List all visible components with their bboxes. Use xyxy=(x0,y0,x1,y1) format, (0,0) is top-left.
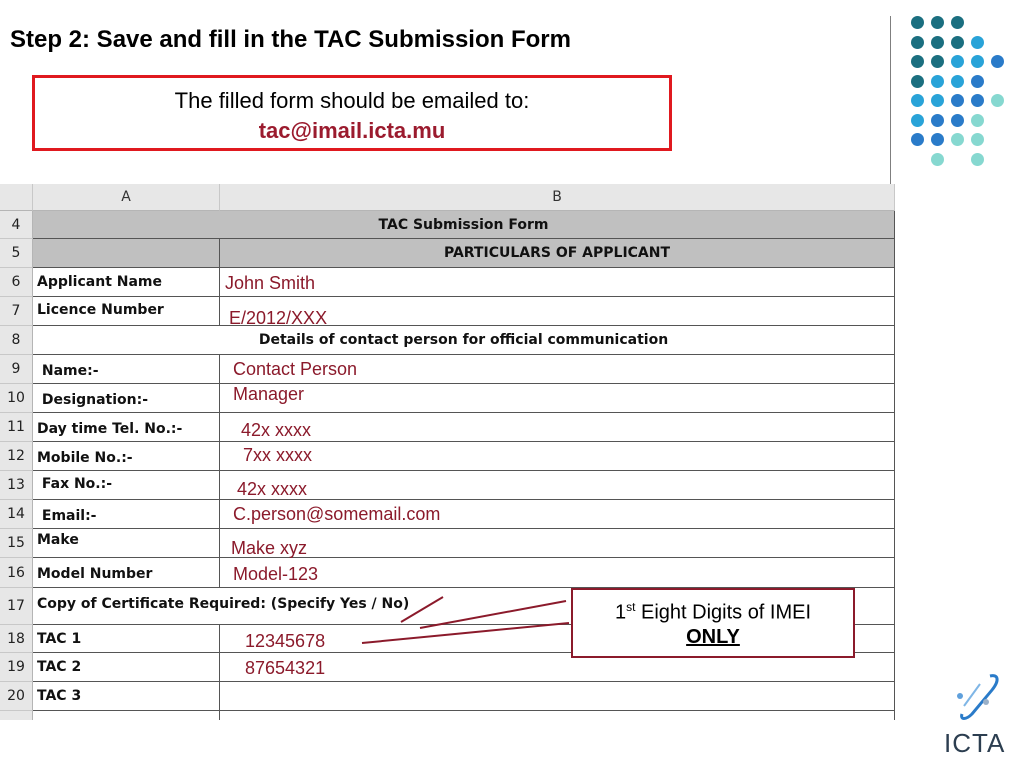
filled-email: C.person@somemail.com xyxy=(233,504,441,524)
form-title-cell[interactable]: TAC Submission Form xyxy=(33,211,895,239)
filled-make: Make xyz xyxy=(231,538,308,558)
row-number[interactable]: 16 xyxy=(0,558,33,588)
row-number[interactable]: 9 xyxy=(0,355,33,384)
email-address: tac@imail.icta.mu xyxy=(258,118,446,143)
row-number[interactable]: 7 xyxy=(0,297,33,326)
row-number[interactable]: 13 xyxy=(0,471,33,500)
column-header-a[interactable]: A xyxy=(33,184,220,211)
column-header-b[interactable]: B xyxy=(220,184,895,211)
label-licence-number[interactable]: Licence Number xyxy=(33,297,220,326)
row-number[interactable]: 20 xyxy=(0,682,33,711)
row-number[interactable]: 19 xyxy=(0,653,33,682)
row-number[interactable]: 5 xyxy=(0,239,33,268)
label-model-number[interactable]: Model Number xyxy=(33,558,220,588)
label-contact-name[interactable]: Name:- xyxy=(33,355,220,384)
label-daytime-tel[interactable]: Day time Tel. No.:- xyxy=(33,413,220,442)
pointer-line-certificate xyxy=(420,601,566,628)
filled-mobile: 7xx xxxx xyxy=(243,445,313,465)
section-header-contact[interactable]: Details of contact person for official communication xyxy=(33,326,895,355)
imei-callout-text: 1st Eight Digits of IMEI xyxy=(614,600,812,624)
label-applicant-name[interactable]: Applicant Name xyxy=(33,268,220,297)
filled-fax: 42x xxxx xyxy=(237,479,308,499)
label-designation[interactable]: Designation:- xyxy=(33,384,220,413)
icta-logo-text: ICTA xyxy=(944,728,1006,758)
imei-callout-emphasis: ONLY xyxy=(686,626,740,648)
filled-licence-number: E/2012/XXX xyxy=(229,308,328,328)
row-number[interactable]: 15 xyxy=(0,529,33,558)
filled-daytime-tel: 42x xxxx xyxy=(241,420,312,440)
label-fax[interactable]: Fax No.:- xyxy=(33,471,220,500)
label-tac-1[interactable]: TAC 1 xyxy=(33,625,220,653)
filled-contact-name: Contact Person xyxy=(233,359,358,379)
row-number[interactable]: 6 xyxy=(0,268,33,297)
row-number[interactable]: 14 xyxy=(0,500,33,529)
row-number[interactable]: 18 xyxy=(0,625,33,653)
filled-tac-2: 87654321 xyxy=(245,658,326,678)
filled-applicant-name: John Smith xyxy=(225,273,316,293)
label-make[interactable]: Make xyxy=(33,529,220,558)
row-number[interactable]: 12 xyxy=(0,442,33,471)
label-mobile[interactable]: Mobile No.:- xyxy=(33,442,220,471)
row-number[interactable]: 10 xyxy=(0,384,33,413)
row-number[interactable]: 4 xyxy=(0,211,33,239)
slide-title: Step 2: Save and fill in the TAC Submission Form xyxy=(10,26,571,53)
icta-logo-swoosh-icon xyxy=(950,672,1010,726)
filled-designation: Manager xyxy=(233,384,305,404)
imei-callout-box xyxy=(571,588,855,658)
row-number[interactable]: 8 xyxy=(0,326,33,355)
section-header-applicant[interactable]: PARTICULARS OF APPLICANT xyxy=(220,239,895,268)
label-copy-of-certificate[interactable]: Copy of Certificate Required: (Specify Yes / No) xyxy=(33,588,895,625)
email-instruction-text: The filled form should be emailed to: xyxy=(174,88,530,113)
row-number[interactable]: 11 xyxy=(0,413,33,442)
row-number[interactable]: 17 xyxy=(0,588,33,625)
pointer-line-tac xyxy=(362,623,569,643)
filled-tac-1: 12345678 xyxy=(245,631,326,651)
strike-no-line xyxy=(401,597,443,622)
label-tac-2[interactable]: TAC 2 xyxy=(33,653,220,682)
filled-model: Model-123 xyxy=(233,564,319,584)
label-email[interactable]: Email:- xyxy=(33,500,220,529)
label-tac-3[interactable]: TAC 3 xyxy=(33,682,220,711)
